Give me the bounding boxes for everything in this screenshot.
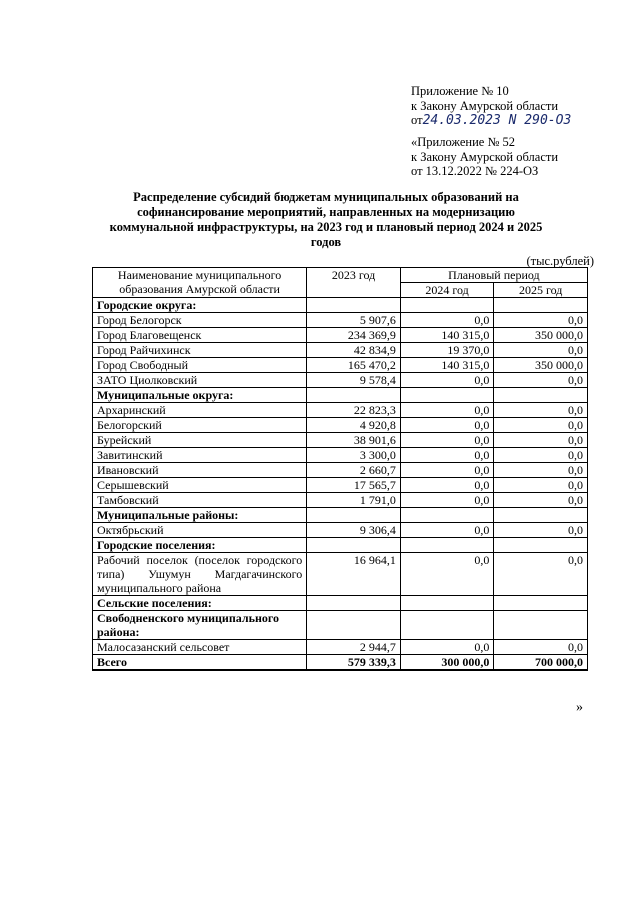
municipality-name: ЗАТО Циолковский — [93, 373, 307, 388]
empty-cell — [400, 298, 494, 313]
section-row — [93, 508, 588, 523]
value-2025: 0,0 — [494, 493, 588, 508]
table-body — [93, 298, 588, 671]
table-row — [93, 313, 588, 328]
total-row — [93, 655, 588, 671]
empty-cell — [307, 388, 401, 403]
empty-cell — [494, 538, 588, 553]
value-2025: 350 000,0 — [494, 358, 588, 373]
section-row — [93, 538, 588, 553]
section-label: Муниципальные районы: — [93, 508, 307, 523]
table-row — [93, 373, 588, 388]
empty-cell — [307, 298, 401, 313]
section-label: Сельские поселения: — [93, 596, 307, 611]
empty-cell — [400, 611, 494, 640]
appendix-52-law: к Закону Амурской области — [411, 149, 559, 164]
value-2024: 0,0 — [400, 433, 494, 448]
value-2023: 9 578,4 — [307, 373, 401, 388]
value-2025: 0,0 — [494, 553, 588, 596]
appendix-52-date: от 13.12.2022 № 224-ОЗ — [411, 164, 539, 178]
value-2025: 0,0 — [494, 343, 588, 358]
municipality-name: Город Свободный — [93, 358, 307, 373]
table-row — [93, 463, 588, 478]
value-2024: 0,0 — [400, 448, 494, 463]
value-2023: 22 823,3 — [307, 403, 401, 418]
empty-cell — [494, 596, 588, 611]
column-header-name: Наименование муниципального образования Амурской области — [93, 268, 307, 298]
column-header-2023: 2023 год — [307, 268, 401, 298]
municipality-name: Архаринский — [93, 403, 307, 418]
value-2024: 0,0 — [400, 313, 494, 328]
municipality-name: Тамбовский — [93, 493, 307, 508]
handwritten-date-number: 24.03.2023 N 290-ОЗ — [422, 113, 572, 128]
empty-cell — [494, 298, 588, 313]
municipality-name: Белогорский — [93, 418, 307, 433]
municipality-name: Бурейский — [93, 433, 307, 448]
section-label: Муниципальные округа: — [93, 388, 307, 403]
value-2025: 0,0 — [494, 448, 588, 463]
value-2025: 0,0 — [494, 523, 588, 538]
empty-cell — [494, 388, 588, 403]
value-2025: 0,0 — [494, 463, 588, 478]
value-2024: 0,0 — [400, 523, 494, 538]
empty-cell — [400, 538, 494, 553]
value-2023: 579 339,3 — [307, 655, 401, 671]
appendix-10-number: Приложение № 10 — [411, 84, 509, 98]
empty-cell — [307, 611, 401, 640]
table-row — [93, 448, 588, 463]
value-2024: 0,0 — [400, 373, 494, 388]
empty-cell — [494, 611, 588, 640]
value-2024: 0,0 — [400, 463, 494, 478]
closing-quote: » — [576, 700, 583, 715]
municipality-name: Рабочий поселок (поселок городского типа) Ушумун Магдагачинского муниципального района — [93, 553, 307, 596]
value-2023: 2 660,7 — [307, 463, 401, 478]
value-2024: 300 000,0 — [400, 655, 494, 671]
value-2024: 0,0 — [400, 418, 494, 433]
section-label: Городские округа: — [93, 298, 307, 313]
table-row — [93, 478, 588, 493]
section-row — [93, 611, 588, 640]
column-header-plan-period: Плановый период — [400, 268, 587, 283]
appendix-10-law: к Закону Амурской области — [411, 98, 559, 113]
municipality-name: Всего — [93, 655, 307, 671]
value-2025: 0,0 — [494, 418, 588, 433]
value-2025: 0,0 — [494, 640, 588, 655]
document-title: Распределение субсидий бюджетам муниципальных образований на софинансирование мероприятий, направленных на модернизацию коммунальной инфраструктуры, на 2023 год и плановый период 2024 и 2025 годов — [109, 190, 543, 249]
appendix-52-number: «Приложение № 52 — [411, 135, 516, 149]
municipality-name: Город Белогорск — [93, 313, 307, 328]
table-row — [93, 403, 588, 418]
section-row — [93, 596, 588, 611]
value-2024: 0,0 — [400, 553, 494, 596]
appendix-10-date-prefix: от — [411, 113, 423, 127]
section-label: Городские поселения: — [93, 538, 307, 553]
value-2025: 0,0 — [494, 433, 588, 448]
value-2023: 5 907,6 — [307, 313, 401, 328]
value-2025: 0,0 — [494, 313, 588, 328]
value-2023: 9 306,4 — [307, 523, 401, 538]
value-2023: 42 834,9 — [307, 343, 401, 358]
value-2023: 4 920,8 — [307, 418, 401, 433]
value-2025: 700 000,0 — [494, 655, 588, 671]
empty-cell — [307, 538, 401, 553]
municipality-name: Завитинский — [93, 448, 307, 463]
table-row — [93, 343, 588, 358]
value-2023: 38 901,6 — [307, 433, 401, 448]
municipality-name: Октябрьский — [93, 523, 307, 538]
table-row — [93, 640, 588, 655]
section-row — [93, 298, 588, 313]
value-2023: 165 470,2 — [307, 358, 401, 373]
appendix-52-header — [411, 135, 558, 179]
table-row — [93, 553, 588, 596]
table-row — [93, 418, 588, 433]
column-header-2025: 2025 год — [494, 283, 588, 298]
municipality-name: Город Райчихинск — [93, 343, 307, 358]
value-2025: 0,0 — [494, 478, 588, 493]
value-2024: 140 315,0 — [400, 358, 494, 373]
value-2024: 0,0 — [400, 640, 494, 655]
value-2023: 234 369,9 — [307, 328, 401, 343]
empty-cell — [307, 508, 401, 523]
section-row — [93, 388, 588, 403]
table-row — [93, 433, 588, 448]
appendix-10-header — [411, 84, 571, 129]
municipality-name: Серышевский — [93, 478, 307, 493]
table-row — [93, 523, 588, 538]
empty-cell — [307, 596, 401, 611]
value-2023: 1 791,0 — [307, 493, 401, 508]
value-2024: 0,0 — [400, 403, 494, 418]
column-header-2024: 2024 год — [400, 283, 494, 298]
value-2023: 16 964,1 — [307, 553, 401, 596]
value-2024: 19 370,0 — [400, 343, 494, 358]
empty-cell — [400, 596, 494, 611]
value-2023: 17 565,7 — [307, 478, 401, 493]
section-label: Свободненского муниципального района: — [93, 611, 307, 640]
value-2025: 0,0 — [494, 373, 588, 388]
value-2025: 0,0 — [494, 403, 588, 418]
table-row — [93, 493, 588, 508]
municipality-name: Город Благовещенск — [93, 328, 307, 343]
table-header-row — [93, 268, 588, 283]
empty-cell — [400, 388, 494, 403]
appendix-10-date — [411, 113, 571, 129]
table-row — [93, 328, 588, 343]
value-2024: 0,0 — [400, 493, 494, 508]
empty-cell — [400, 508, 494, 523]
value-2024: 140 315,0 — [400, 328, 494, 343]
municipality-name: Ивановский — [93, 463, 307, 478]
empty-cell — [494, 508, 588, 523]
table-row — [93, 358, 588, 373]
subsidy-table — [92, 267, 588, 671]
value-2023: 2 944,7 — [307, 640, 401, 655]
municipality-name: Малосазанский сельсовет — [93, 640, 307, 655]
value-2023: 3 300,0 — [307, 448, 401, 463]
units-label: (тыс.рублей) — [526, 254, 594, 268]
value-2024: 0,0 — [400, 478, 494, 493]
value-2025: 350 000,0 — [494, 328, 588, 343]
